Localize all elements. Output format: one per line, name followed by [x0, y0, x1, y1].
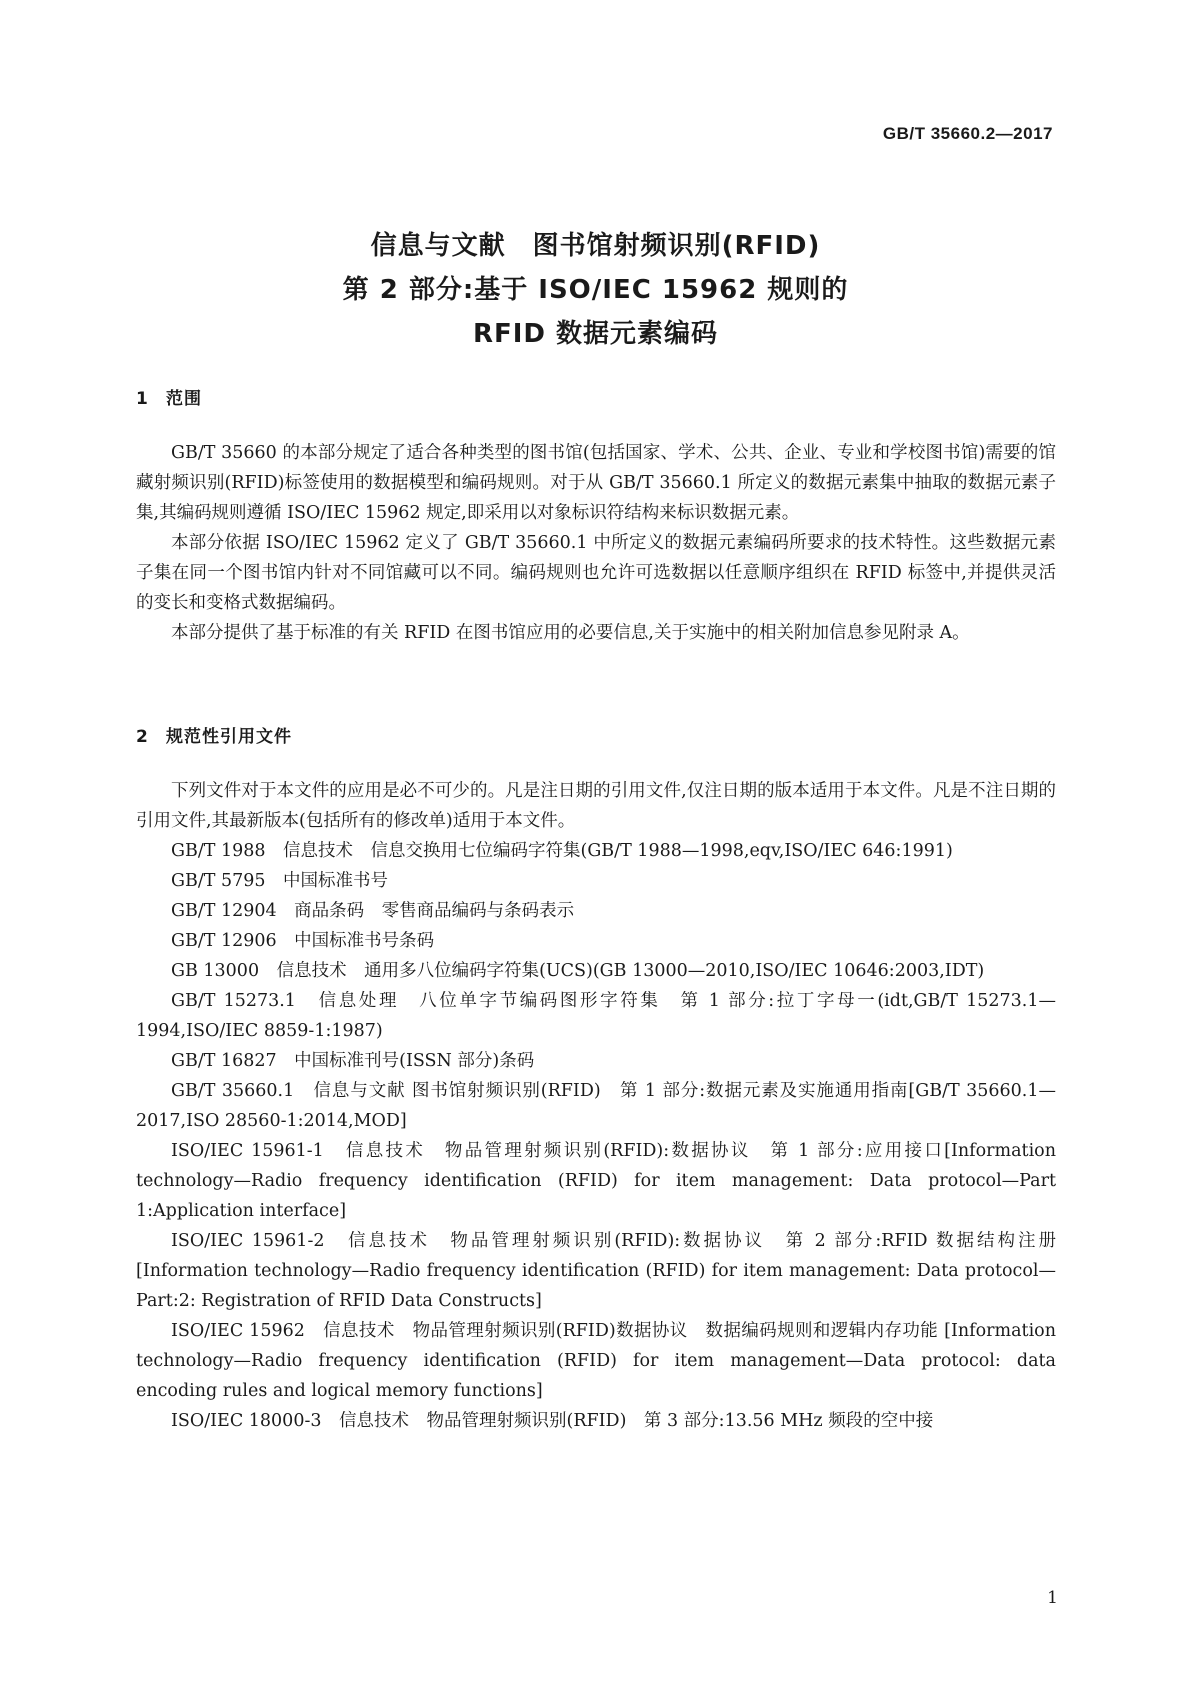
section-heading-references: [136, 722, 292, 747]
section-body-references: [136, 776, 1056, 1436]
reference-item: GB/T 35660.1 信息与文献 图书馆射频识别(RFID) 第 1 部分:数据元素及实施通用指南[GB/T 35660.1—2017,ISO 28560-1:2014,MOD]: [136, 1081, 1056, 1131]
paragraph: GB/T 35660 的本部分规定了适合各种类型的图书馆(包括国家、学术、公共、企业、专业和学校图书馆)需要的馆藏射频识别(RFID)标签使用的数据模型和编码规则。对于从 GB/T 35660.1 所定义的数据元素集中抽取的数据元素子集,其编码规则遵循 ISO/IEC 15962 规定,即采用以对象标识符结构来标识数据元素。: [136, 443, 1056, 523]
reference-item: GB/T 12906 中国标准书号条码: [171, 931, 435, 951]
section-body-scope: [136, 438, 1056, 648]
title-line-2: 第 2 部分:基于 ISO/IEC 15962 规则的: [342, 275, 849, 305]
paragraph: 下列文件对于本文件的应用是必不可少的。凡是注日期的引用文件,仅注日期的版本适用于本文件。凡是不注日期的引用文件,其最新版本(包括所有的修改单)适用于本文件。: [136, 781, 1056, 831]
reference-item: GB/T 1988 信息技术 信息交换用七位编码字符集(GB/T 1988—1998,eqv,ISO/IEC 646:1991): [171, 841, 953, 861]
paragraph: 本部分提供了基于标准的有关 RFID 在图书馆应用的必要信息,关于实施中的相关附加信息参见附录 A。: [171, 623, 970, 643]
section-number: 1: [136, 389, 149, 409]
reference-item: GB/T 16827 中国标准刊号(ISSN 部分)条码: [171, 1051, 535, 1071]
section-title: 规范性引用文件: [166, 727, 292, 747]
title-line-1: 信息与文献 图书馆射频识别(RFID): [370, 231, 821, 261]
section-heading-scope: [136, 384, 202, 409]
section-number: 2: [136, 727, 149, 747]
reference-item: GB/T 15273.1 信息处理 八位单字节编码图形字符集 第 1 部分:拉丁字母一(idt,GB/T 15273.1—1994,ISO/IEC 8859-1:1987): [136, 991, 1056, 1041]
section-title: 范围: [166, 389, 202, 409]
paragraph: 本部分依据 ISO/IEC 15962 定义了 GB/T 35660.1 中所定义的数据元素编码所要求的技术特性。这些数据元素子集在同一个图书馆内针对不同馆藏可以不同。编码规则也允许可选数据以任意顺序组织在 RFID 标签中,并提供灵活的变长和变格式数据编码。: [136, 533, 1056, 613]
reference-item: ISO/IEC 15962 信息技术 物品管理射频识别(RFID)数据协议 数据编码规则和逻辑内存功能 [Information technology—Radio frequency identification (RFID) for item management—Data protocol: data encoding rules and logical memory functions]: [136, 1321, 1056, 1401]
standard-id: GB/T 35660.2—2017: [882, 124, 1053, 143]
reference-item: ISO/IEC 15961-2 信息技术 物品管理射频识别(RFID):数据协议 第 2 部分:RFID 数据结构注册 [Information technology—Radio frequency identification (RFID) for item management: Data protocol—Part:2: Registration of RFID Data Constructs]: [136, 1231, 1056, 1311]
reference-item: GB 13000 信息技术 通用多八位编码字符集(UCS)(GB 13000—2010,ISO/IEC 10646:2003,IDT): [171, 961, 985, 981]
page-number: 1: [1047, 1588, 1058, 1608]
document-title: [0, 224, 1191, 356]
reference-item: GB/T 5795 中国标准书号: [171, 871, 389, 891]
title-line-3: RFID 数据元素编码: [472, 319, 719, 349]
reference-item: GB/T 12904 商品条码 零售商品编码与条码表示: [171, 901, 575, 921]
reference-item: ISO/IEC 18000-3 信息技术 物品管理射频识别(RFID) 第 3 部分:13.56 MHz 频段的空中接: [171, 1411, 934, 1431]
reference-item: ISO/IEC 15961-1 信息技术 物品管理射频识别(RFID):数据协议 第 1 部分:应用接口[Information technology—Radio frequency identification (RFID) for item management: Data protocol—Part 1:Application interface]: [136, 1141, 1056, 1221]
